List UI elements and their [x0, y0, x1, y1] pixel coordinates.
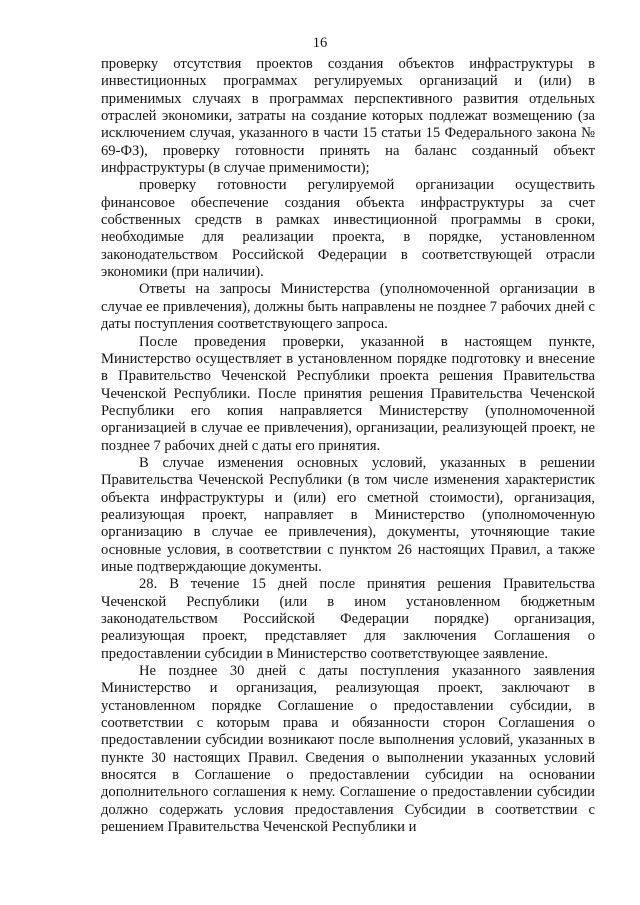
paragraph-agreement-conclusion: Не позднее 30 дней с даты поступления указанного заявления Министерство и организация, реализующая проект, заключают в установленном порядке Соглашение о предоставлении субсидии, в соответствии с которым права и обязанности сторон Соглашения о предоставлении субсидии возникают после выполнения условий, указанных в пункте 30 настоящих Правил. Сведения о выполнении указанных условий вносятся в Соглашение о предоставлении субсидии на основании дополнительного соглашения к нему. Соглашение о предоставлении субсидии должно содержать условия предоставления Субсидии в соответствии с решением Правительства Чеченской Республики и [101, 663, 595, 836]
page-number: 16 [312, 35, 328, 51]
paragraph-clause-28: 28. В течение 15 дней после принятия решения Правительства Чеченской Республики (или в ином установленном бюджетным законодательством Российской Федерации порядке) организация, реализующая проект, представляет для заключения Соглашения о предоставлении субсидии в Министерство соответствующее заявление. [101, 576, 595, 662]
document-body [101, 56, 595, 836]
paragraph-check-regulated-organization: проверку готовности регулируемой организации осуществить финансовое обеспечение создания объекта инфраструктуры за счет собственных средств в рамках инвестиционной программы в сроки, необходимые для реализации проекта, в порядке, установленном законодательством Российской Федерации в соответствующей отрасли экономики (при наличии). [101, 177, 595, 281]
paragraph-ministry-decision: После проведения проверки, указанной в настоящем пункте, Министерство осуществляет в установленном порядке подготовку и внесение в Правительство Чеченской Республики проекта решения Правительства Чеченской Республики. После принятия решения Правительства Чеченской Республики его копия направляется Министерству (уполномоченной организацией в случае ее привлечения), организации, реализующей проект, не позднее 7 рабочих дней с даты его принятия. [101, 333, 595, 454]
paragraph-check-investment-programs: проверку отсутствия проектов создания объектов инфраструктуры в инвестиционных программах регулируемых организаций и (или) в применимых случаях в программах перспективного развития отдельных отраслей экономики, затраты на создание которых подлежат возмещению (за исключением случая, указанного в части 15 статьи 15 Федерального закона № 69-ФЗ), проверку готовности принять на баланс созданный объект инфраструктуры (в случае применимости); [101, 56, 595, 177]
paragraph-responses-deadline: Ответы на запросы Министерства (уполномоченной организации в случае ее привлечения), должны быть направлены не позднее 7 рабочих дней с даты поступления соответствующего запроса. [101, 281, 595, 333]
paragraph-change-of-conditions: В случае изменения основных условий, указанных в решении Правительства Чеченской Республики (в том числе изменения характеристик объекта инфраструктуры и (или) его сметной стоимости), организация, реализующая проект, направляет в Министерство (уполномоченную организацию в случае ее привлечения), документы, уточняющие такие основные условия, в соответствии с пунктом 26 настоящих Правил, а также иные подтверждающие документы. [101, 454, 595, 575]
